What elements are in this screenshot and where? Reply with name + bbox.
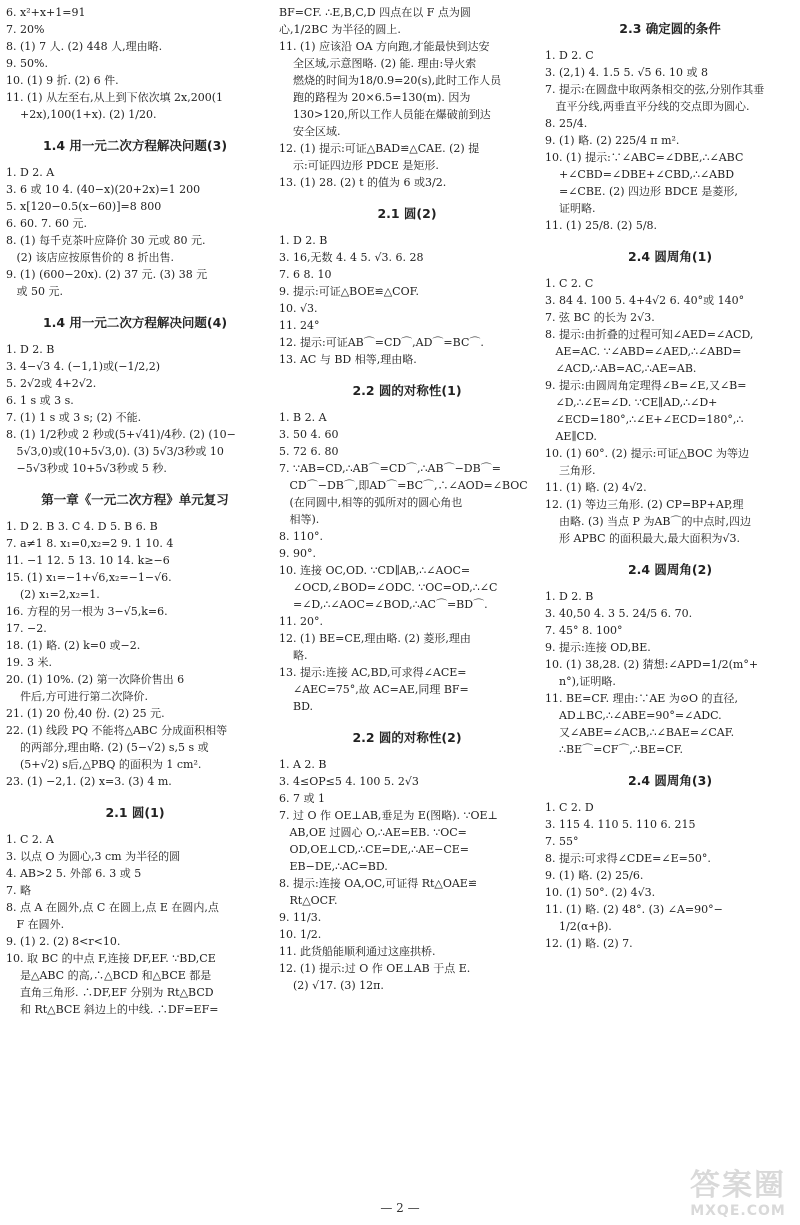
answer-line: AD⊥BC,∴∠ABE=90°=∠ADC. [545, 709, 722, 722]
answer-line: ∠AEC=75°,故 AC=AE,同理 BF= [279, 683, 469, 696]
answer-line: 16. 方程的另一根为 3−√5,k=6. [6, 605, 168, 618]
answer-line: 11. (1) 略. (2) 4√2. [545, 481, 647, 494]
section-heading: 2.4 圆周角(3) [627, 773, 713, 788]
answer-line: 9. (1) 2. (2) 8<r<10. [6, 935, 121, 948]
answer-column-left [6, 4, 264, 1018]
answer-column-middle [279, 4, 535, 994]
answer-line: 11. (1) 从左至右,从上到下依次填 2x,200(1 [6, 91, 224, 104]
answer-line: 1. C 2. A [6, 833, 54, 846]
answer-line: 12. (1) 等边三角形. (2) CP=BP+AP,理 [545, 498, 744, 511]
answer-line: =∠CBE. (2) 四边形 BDCE 是菱形, [545, 185, 738, 198]
answer-line: 10. (1) 60°. (2) 提示:可证△BOC 为等边 [545, 447, 750, 460]
answer-line: 的两部分,理由略. (2) (5−√2) s,5 s 或 [6, 741, 209, 754]
answer-line: 3. (2,1) 4. 1.5 5. √5 6. 10 或 8 [545, 66, 709, 79]
answer-line: 6. x²+x+1=91 [6, 6, 86, 19]
answer-line: (5+√2) s后,△PBQ 的面积为 1 cm². [6, 758, 202, 771]
answer-line: 件后,方可进行第二次降价. [6, 690, 148, 703]
section-heading: 2.4 圆周角(1) [627, 249, 713, 264]
section-block [6, 137, 264, 300]
answer-line: =∠D,∴∠AOC=∠BOD,∴AC⌒=BD⌒. [279, 598, 488, 611]
section-block [279, 205, 535, 368]
answer-line: 11. (1) 应该沿 OA 方向跑,才能最快到达安 [279, 40, 490, 53]
answer-line: 8. 110°. [279, 530, 323, 543]
answer-line: 3. 以点 O 为圆心,3 cm 为半径的圆 [6, 850, 181, 863]
answer-line: 5. 72 6. 80 [279, 445, 339, 458]
watermark-text: 答案圈 [690, 1168, 786, 1203]
answer-line: 7. 略 [6, 884, 31, 897]
answer-line: 17. −2. [6, 622, 47, 635]
section-block [279, 4, 535, 191]
answer-line: +∠CBD=∠DBE+∠CBD,∴∠ABD [545, 168, 735, 181]
answer-line: AB,OE 过圆心 O,∴AE=EB. ∵OC= [279, 826, 467, 839]
answer-line: 12. (1) 提示:可证△BAD≌△CAE. (2) 提 [279, 142, 480, 155]
answer-line: 7. (1) 1 s 或 3 s; (2) 不能. [6, 411, 142, 424]
section-heading: 2.2 圆的对称性(2) [352, 730, 462, 745]
answer-line: 又∠ABE=∠ACB,∴∠BAE=∠CAF. [545, 726, 735, 739]
answer-line: 4. AB>2 5. 外部 6. 3 或 5 [6, 867, 142, 880]
section-block [545, 248, 795, 547]
section-block [545, 20, 795, 234]
answer-line: ∠D,∴∠E=∠D. ∵CE∥AD,∴∠D+ [545, 396, 718, 409]
answer-line: 1. C 2. D [545, 801, 594, 814]
answer-line: 8. 提示:可求得∠CDE=∠E=50°. [545, 852, 711, 865]
answer-line: 3. 4−√3 4. (−1,1)或(−1/2,2) [6, 360, 160, 373]
answer-line: (2) x₁=2,x₂=1. [6, 588, 100, 601]
answer-line: 8. (1) 1/2秒或 2 秒或(5+√41)/4秒. (2) (10− [6, 428, 236, 441]
answer-line: (在同圆中,相等的弧所对的圆心角也 [279, 496, 463, 509]
answer-line: 5. x[120−0.5(x−60)]=8 800 [6, 200, 162, 213]
answer-line: ∠OCD,∠BOD=∠ODC. ∵OC=OD,∴∠C [279, 581, 498, 594]
section-heading: 2.3 确定圆的条件 [619, 21, 721, 36]
watermark-logo [690, 1169, 786, 1219]
answer-line: 三角形. [545, 464, 596, 477]
answer-line: 10. (1) 38,28. (2) 猜想:∠APD=1/2(m°+ [545, 658, 759, 671]
answer-line: 12. 提示:可证AB⌒=CD⌒,AD⌒=BC⌒. [279, 336, 484, 349]
watermark-url: MXQE.COM [690, 1203, 786, 1219]
answer-line: 11. −1 12. 5 13. 10 14. k≥−6 [6, 554, 170, 567]
answer-line: −5√3秒或 10+5√3秒或 5 秒. [6, 462, 167, 475]
answer-line: 8. 提示:连接 OA,OC,可证得 Rt△OAE≌ [279, 877, 478, 890]
answer-line: OD,OE⊥CD,∴CE=DE,∴AE−CE= [279, 843, 470, 856]
answer-line: ∠ACD,∴AB=AC,∴AE=AB. [545, 362, 697, 375]
answer-line: 11. (1) 25/8. (2) 5/8. [545, 219, 658, 232]
section-heading: 1.4 用一元二次方程解决问题(3) [42, 138, 228, 153]
answer-line: 20. (1) 10%. (2) 第一次降价售出 6 [6, 673, 185, 686]
answer-line: F 在圆外. [6, 918, 65, 931]
answer-line: 9. 11/3. [279, 911, 322, 924]
section-heading: 2.2 圆的对称性(1) [352, 383, 462, 398]
answer-line: (2) 该店应按原售价的 8 折出售. [6, 251, 175, 264]
answer-line: 形 APBC 的面积最大,最大面积为√3. [545, 532, 741, 545]
answer-line: 9. (1) 略. (2) 225/4 π m². [545, 134, 680, 147]
answer-line: 9. 90°. [279, 547, 316, 560]
answer-line: 安全区域. [279, 125, 341, 138]
section-block [545, 772, 795, 952]
section-heading: 2.1 圆(2) [377, 206, 437, 221]
answer-line: 5. 2√2或 4+2√2. [6, 377, 97, 390]
answer-line: 是△ABC 的高,∴△BCD 和△BCE 都是 [6, 969, 212, 982]
answer-line: 1. B 2. A [279, 411, 327, 424]
answer-line: 全区域,示意图略. (2) 能. 理由:导火索 [279, 57, 477, 70]
answer-line: 11. (1) 略. (2) 48°. (3) ∠A=90°− [545, 903, 723, 916]
answer-line: ∴BE⌒=CF⌒,∴BE=CF. [545, 743, 684, 756]
answer-line: 相等). [279, 513, 320, 526]
answer-line: 10. (1) 9 折. (2) 6 件. [6, 74, 119, 87]
answer-line: 直角三角形. ∴DF,EF 分别为 Rt△BCD [6, 986, 214, 999]
answer-line: 23. (1) −2,1. (2) x=3. (3) 4 m. [6, 775, 172, 788]
answer-line: 跑的路程为 20×6.5=130(m). 因为 [279, 91, 471, 104]
answer-line: 略. [279, 649, 308, 662]
section-block [279, 729, 535, 994]
answer-line: EB−DE,∴AC=BD. [279, 860, 388, 873]
page-number: — 2 — [380, 1201, 420, 1215]
answer-line: 1. D 2. A [6, 166, 55, 179]
answer-line: n°),证明略. [545, 675, 616, 688]
answer-line: 和 Rt△BCE 斜边上的中线. ∴DF=EF= [6, 1003, 219, 1016]
answer-line: 7. 过 O 作 OE⊥AB,垂足为 E(图略). ∵OE⊥ [279, 809, 498, 822]
section-heading: 2.4 圆周角(2) [627, 562, 713, 577]
answer-line: AE∥CD. [545, 430, 597, 443]
answer-line: 6. 7 或 1 [279, 792, 325, 805]
answer-line: 15. (1) x₁=−1+√6,x₂=−1−√6. [6, 571, 172, 584]
answer-line: 5√3,0)或(10+5√3,0). (3) 5√3/3秒或 10 [6, 445, 224, 458]
answer-line: 7. 20% [6, 23, 45, 36]
answer-line: 7. 提示:在圆盘中取两条相交的弦,分别作其垂 [545, 83, 765, 96]
answer-line: 7. a≠1 8. x₁=0,x₂=2 9. 1 10. 4 [6, 537, 174, 550]
answer-line: ∠ECD=180°,∴∠E+∠ECD=180°,∴ [545, 413, 744, 426]
answer-line: 1/2(α+β). [545, 920, 612, 933]
answer-line: 8. 25/4. [545, 117, 588, 130]
answer-line: 8. (1) 每千克茶叶应降价 30 元或 80 元. [6, 234, 206, 247]
answer-line: 7. 弦 BC 的长为 2√3. [545, 311, 655, 324]
answer-line: 10. 1/2. [279, 928, 322, 941]
section-block [6, 4, 264, 123]
answer-line: 9. (1) (600−20x). (2) 37 元. (3) 38 元 [6, 268, 208, 281]
answer-line: 12. (1) 提示:过 O 作 OE⊥AB 于点 E. [279, 962, 471, 975]
answer-line: 12. (1) BE=CE,理由略. (2) 菱形,理由 [279, 632, 471, 645]
answer-line: 9. 提示:连接 OD,BE. [545, 641, 651, 654]
answer-line: 10. 取 BC 的中点 F,连接 DF,EF. ∵BD,CE [6, 952, 216, 965]
answer-line: 130>120,所以工作人员能在爆破前到达 [279, 108, 491, 121]
answer-line: 3. 6 或 10 4. (40−x)(20+2x)=1 200 [6, 183, 201, 196]
answer-line: 3. 84 4. 100 5. 4+4√2 6. 40°或 140° [545, 294, 745, 307]
answer-line: 19. 3 米. [6, 656, 52, 669]
answer-line: BD. [279, 700, 313, 713]
answer-line: 燃烧的时间为18/0.9=20(s),此时工作人员 [279, 74, 502, 87]
answer-column-right [545, 4, 795, 952]
answer-line: 13. 提示:连接 AC,BD,可求得∠ACE= [279, 666, 467, 679]
answer-line: 3. 16,无数 4. 4 5. √3. 6. 28 [279, 251, 424, 264]
answer-line: (2) √17. (3) 12π. [279, 979, 384, 992]
answer-line: 3. 115 4. 110 5. 110 6. 215 [545, 818, 696, 831]
answer-line: 7. 45° 8. 100° [545, 624, 623, 637]
answer-line: 由略. (3) 当点 P 为AB⌒的中点时,四边 [545, 515, 751, 528]
answer-line: 1. D 2. B [279, 234, 328, 247]
answer-line: 18. (1) 略. (2) k=0 或−2. [6, 639, 141, 652]
answer-line: 10. √3. [279, 302, 318, 315]
answer-line: 8. 提示:由折叠的过程可知∠AED=∠ACD, [545, 328, 754, 341]
answer-line: 6. 60. 7. 60 元. [6, 217, 87, 230]
section-block [6, 491, 264, 790]
answer-line: 11. 20°. [279, 615, 323, 628]
answer-line: 示:可证四边形 PDCE 是矩形. [279, 159, 439, 172]
answer-line: 11. 此货船能顺利通过这座拱桥. [279, 945, 436, 958]
answer-line: 13. (1) 28. (2) t 的值为 6 或3/2. [279, 176, 447, 189]
answer-line: 6. 1 s 或 3 s. [6, 394, 74, 407]
answer-line: 8. (1) 7 人. (2) 448 人,理由略. [6, 40, 163, 53]
answer-line: 7. 6 8. 10 [279, 268, 332, 281]
answer-line: AE=AC. ∵∠ABD=∠AED,∴∠ABD= [545, 345, 742, 358]
answer-line: 7. ∵AB=CD,∴AB⌒=CD⌒,∴AB⌒−DB⌒= [279, 462, 501, 475]
answer-line: 10. (1) 50°. (2) 4√3. [545, 886, 656, 899]
section-heading: 1.4 用一元二次方程解决问题(4) [42, 315, 228, 330]
answer-line: 心,1/2BC 为半径的圆上. [279, 23, 401, 36]
answer-line: 3. 4≤OP≤5 4. 100 5. 2√3 [279, 775, 419, 788]
answer-line: 11. 24° [279, 319, 320, 332]
section-block [279, 382, 535, 715]
answer-line: 1. D 2. B [545, 590, 594, 603]
answer-line: 12. (1) 略. (2) 7. [545, 937, 633, 950]
answer-line: 9. 提示:由圆周角定理得∠B=∠E,又∠B= [545, 379, 747, 392]
answer-line: 10. 连接 OC,OD. ∵CD∥AB,∴∠AOC= [279, 564, 471, 577]
answer-line: 7. 55° [545, 835, 579, 848]
answer-line: 或 50 元. [6, 285, 63, 298]
section-heading: 2.1 圆(1) [105, 805, 165, 820]
answer-line: Rt△OCF. [279, 894, 338, 907]
section-block [6, 314, 264, 477]
answer-line: 1. C 2. C [545, 277, 594, 290]
section-block [545, 561, 795, 758]
section-heading: 第一章《一元二次方程》单元复习 [41, 492, 229, 507]
answer-line: 3. 50 4. 60 [279, 428, 339, 441]
answer-line: 21. (1) 20 份,40 份. (2) 25 元. [6, 707, 165, 720]
answer-line: BF=CF. ∴E,B,C,D 四点在以 F 点为圆 [279, 6, 471, 19]
answer-line: 1. D 2. C [545, 49, 594, 62]
answer-line: 22. (1) 线段 PQ 不能将△ABC 分成面积相等 [6, 724, 228, 737]
answer-line: 8. 点 A 在圆外,点 C 在圆上,点 E 在圆内,点 [6, 901, 219, 914]
answer-line: CD⌒−DB⌒,即AD⌒=BC⌒,∴∠AOD=∠BOC [279, 479, 528, 492]
answer-line: +2x),100(1+x). (2) 1/20. [6, 108, 157, 121]
answer-line: 直平分线,两垂直平分线的交点即为圆心. [545, 100, 750, 113]
answer-line: 9. 提示:可证△BOE≌△COF. [279, 285, 420, 298]
answer-line: 10. (1) 提示:∵∠ABC=∠DBE,∴∠ABC [545, 151, 744, 164]
answer-line: 1. D 2. B [6, 343, 55, 356]
answer-line: 13. AC 与 BD 相等,理由略. [279, 353, 417, 366]
answer-line: 9. 50%. [6, 57, 48, 70]
answer-line: 9. (1) 略. (2) 25/6. [545, 869, 644, 882]
answer-line: 3. 40,50 4. 3 5. 24/5 6. 70. [545, 607, 693, 620]
answer-line: 证明略. [545, 202, 596, 215]
answer-line: 1. A 2. B [279, 758, 327, 771]
section-block [6, 804, 264, 1018]
answer-line: 1. D 2. B 3. C 4. D 5. B 6. B [6, 520, 158, 533]
answer-line: 11. BE=CF. 理由:∵AE 为⊙O 的直径, [545, 692, 739, 705]
